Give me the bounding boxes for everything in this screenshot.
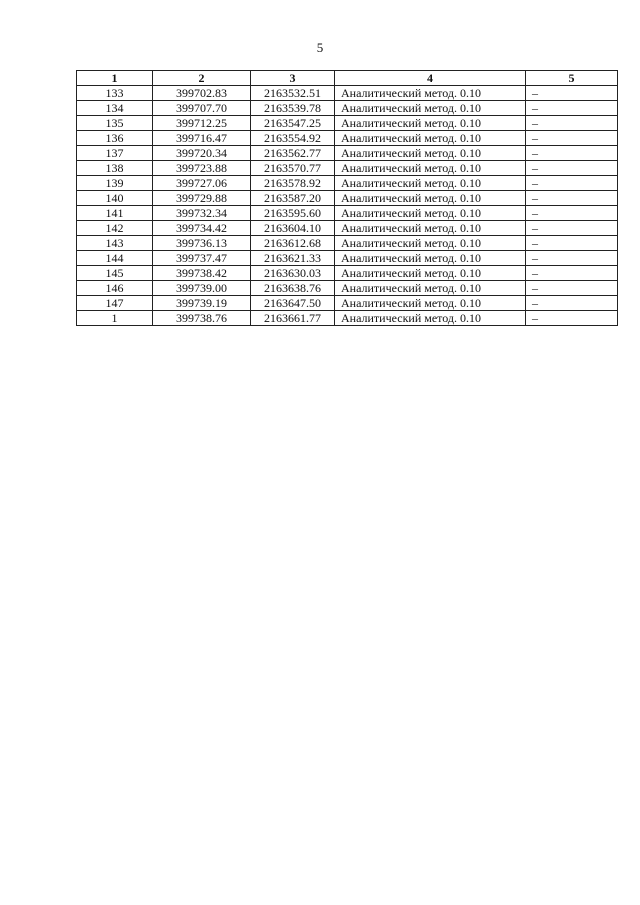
method-cell: Аналитический метод. 0.10 [335,161,526,176]
note-cell: – [526,296,618,311]
table-row [77,221,618,236]
method-cell: Аналитический метод. 0.10 [335,311,526,326]
method-cell: Аналитический метод. 0.10 [335,251,526,266]
y-coordinate-cell: 2163554.92 [251,131,335,146]
table-row [77,236,618,251]
table-body [77,86,618,326]
table-row [77,86,618,101]
x-coordinate-cell: 399738.42 [153,266,251,281]
y-coordinate-cell: 2163595.60 [251,206,335,221]
x-coordinate-cell: 399729.88 [153,191,251,206]
method-cell: Аналитический метод. 0.10 [335,101,526,116]
note-cell: – [526,191,618,206]
point-number-cell: 136 [77,131,153,146]
table-row [77,206,618,221]
table-row [77,146,618,161]
note-cell: – [526,101,618,116]
x-coordinate-cell: 399723.88 [153,161,251,176]
x-coordinate-cell: 399739.19 [153,296,251,311]
point-number-cell: 147 [77,296,153,311]
table-row [77,311,618,326]
method-cell: Аналитический метод. 0.10 [335,221,526,236]
method-cell: Аналитический метод. 0.10 [335,296,526,311]
point-number-cell: 133 [77,86,153,101]
point-number-cell: 143 [77,236,153,251]
table-row [77,101,618,116]
table-row [77,176,618,191]
table-row [77,191,618,206]
header-col-2: 2 [153,71,251,86]
x-coordinate-cell: 399712.25 [153,116,251,131]
method-cell: Аналитический метод. 0.10 [335,236,526,251]
method-cell: Аналитический метод. 0.10 [335,131,526,146]
point-number-cell: 140 [77,191,153,206]
point-number-cell: 139 [77,176,153,191]
y-coordinate-cell: 2163661.77 [251,311,335,326]
point-number-cell: 141 [77,206,153,221]
point-number-cell: 145 [77,266,153,281]
y-coordinate-cell: 2163570.77 [251,161,335,176]
x-coordinate-cell: 399739.00 [153,281,251,296]
point-number-cell: 138 [77,161,153,176]
y-coordinate-cell: 2163604.10 [251,221,335,236]
coordinates-table [76,70,618,326]
y-coordinate-cell: 2163532.51 [251,86,335,101]
y-coordinate-cell: 2163539.78 [251,101,335,116]
method-cell: Аналитический метод. 0.10 [335,281,526,296]
note-cell: – [526,221,618,236]
note-cell: – [526,131,618,146]
x-coordinate-cell: 399720.34 [153,146,251,161]
method-cell: Аналитический метод. 0.10 [335,86,526,101]
x-coordinate-cell: 399702.83 [153,86,251,101]
table-row [77,296,618,311]
point-number-cell: 146 [77,281,153,296]
table-row [77,161,618,176]
note-cell: – [526,281,618,296]
x-coordinate-cell: 399716.47 [153,131,251,146]
method-cell: Аналитический метод. 0.10 [335,206,526,221]
table-row [77,281,618,296]
x-coordinate-cell: 399727.06 [153,176,251,191]
table-row [77,131,618,146]
header-row [77,71,618,86]
header-col-3: 3 [251,71,335,86]
y-coordinate-cell: 2163587.20 [251,191,335,206]
x-coordinate-cell: 399738.76 [153,311,251,326]
note-cell: – [526,146,618,161]
header-col-1: 1 [77,71,153,86]
y-coordinate-cell: 2163562.77 [251,146,335,161]
header-col-4: 4 [335,71,526,86]
note-cell: – [526,251,618,266]
y-coordinate-cell: 2163578.92 [251,176,335,191]
note-cell: – [526,161,618,176]
note-cell: – [526,236,618,251]
note-cell: – [526,116,618,131]
note-cell: – [526,176,618,191]
y-coordinate-cell: 2163547.25 [251,116,335,131]
point-number-cell: 137 [77,146,153,161]
method-cell: Аналитический метод. 0.10 [335,116,526,131]
table-row [77,266,618,281]
note-cell: – [526,311,618,326]
point-number-cell: 144 [77,251,153,266]
header-col-5: 5 [526,71,618,86]
table-row [77,116,618,131]
y-coordinate-cell: 2163612.68 [251,236,335,251]
page-number: 5 [316,40,324,55]
x-coordinate-cell: 399732.34 [153,206,251,221]
x-coordinate-cell: 399736.13 [153,236,251,251]
note-cell: – [526,266,618,281]
method-cell: Аналитический метод. 0.10 [335,176,526,191]
point-number-cell: 1 [77,311,153,326]
x-coordinate-cell: 399707.70 [153,101,251,116]
method-cell: Аналитический метод. 0.10 [335,146,526,161]
note-cell: – [526,86,618,101]
x-coordinate-cell: 399737.47 [153,251,251,266]
y-coordinate-cell: 2163647.50 [251,296,335,311]
method-cell: Аналитический метод. 0.10 [335,191,526,206]
y-coordinate-cell: 2163621.33 [251,251,335,266]
x-coordinate-cell: 399734.42 [153,221,251,236]
y-coordinate-cell: 2163638.76 [251,281,335,296]
point-number-cell: 135 [77,116,153,131]
method-cell: Аналитический метод. 0.10 [335,266,526,281]
note-cell: – [526,206,618,221]
table-header [77,71,618,86]
point-number-cell: 142 [77,221,153,236]
table-row [77,251,618,266]
y-coordinate-cell: 2163630.03 [251,266,335,281]
point-number-cell: 134 [77,101,153,116]
